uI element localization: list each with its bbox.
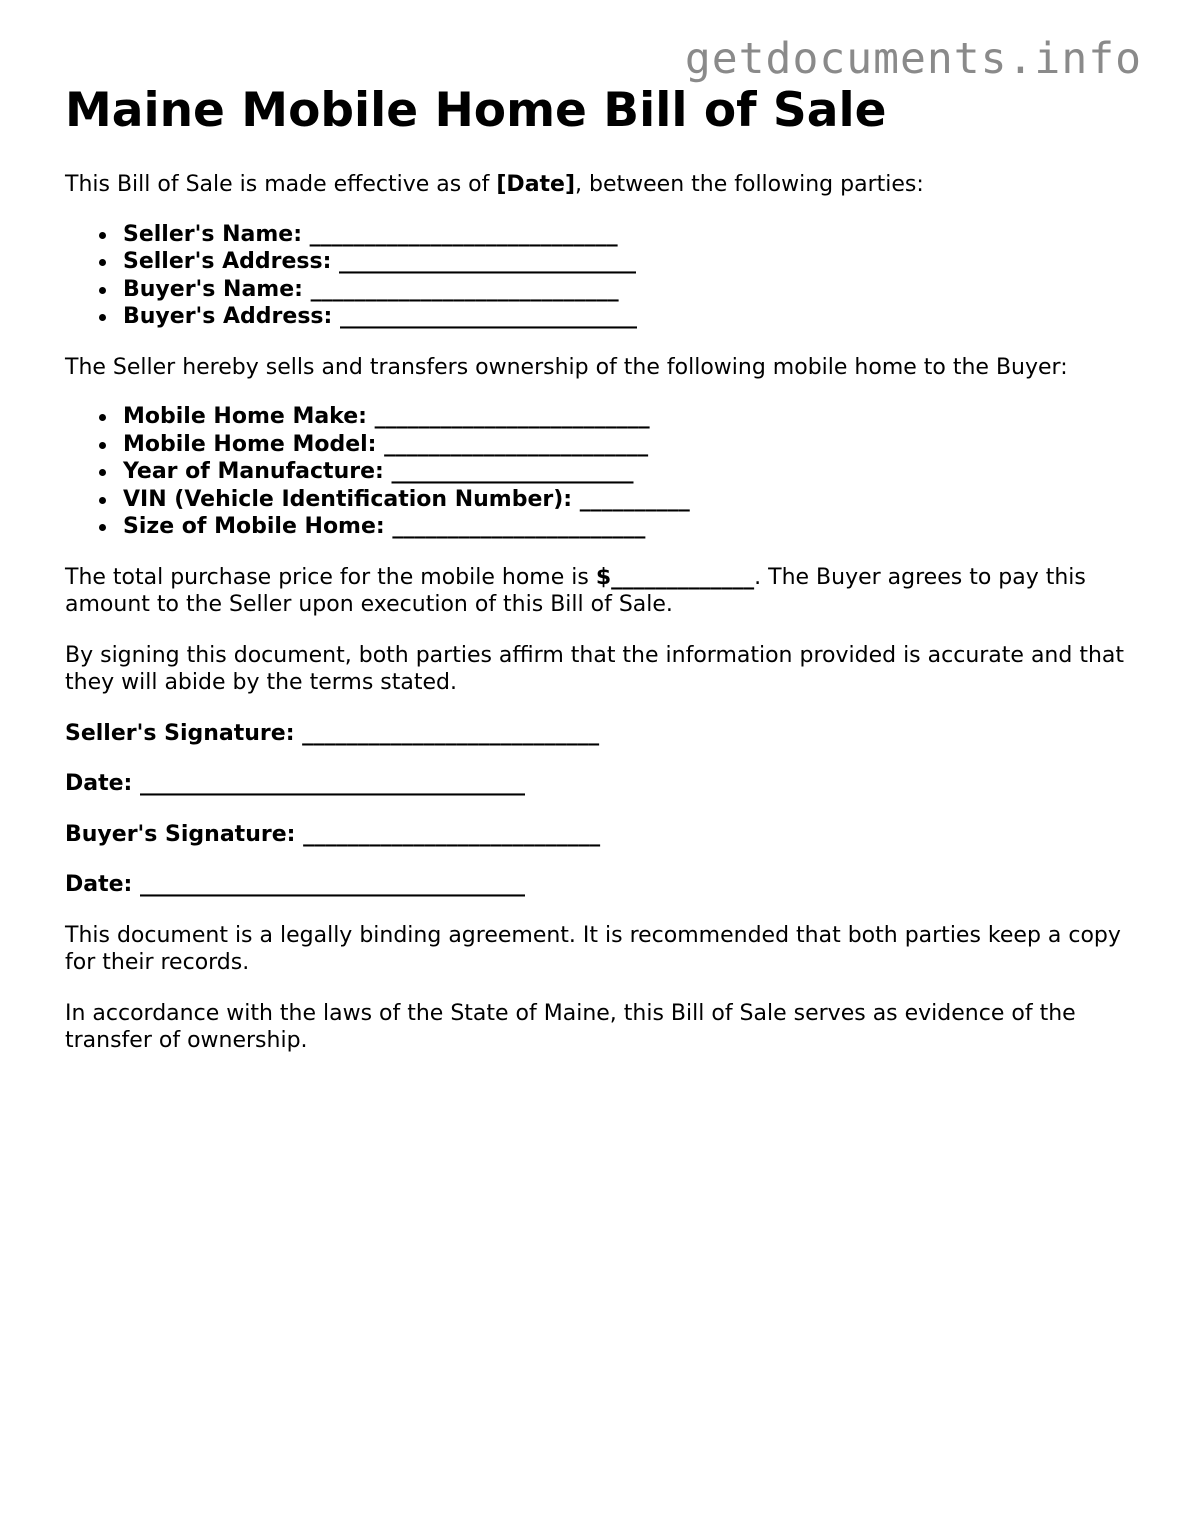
home-make-field: Mobile Home Make: _________________________ (123, 403, 1135, 431)
home-details-list (65, 403, 1135, 541)
vin-field: VIN (Vehicle Identification Number): __________ (123, 486, 1135, 514)
date-placeholder: [Date] (496, 172, 576, 198)
watermark: getdocuments.info (684, 34, 1142, 84)
size-field: Size of Mobile Home: _______________________ (123, 513, 1135, 541)
parties-list (65, 221, 1135, 331)
year-field: Year of Manufacture: ______________________ (123, 458, 1135, 486)
law-paragraph: In accordance with the laws of the State of Maine, this Bill of Sale serves as evidence of the transfer of ownership. (65, 1000, 1076, 1054)
intro-paragraph (65, 171, 1135, 199)
seller-address-field: Seller's Address: ___________________________ (123, 248, 1135, 276)
home-model-field: Mobile Home Model: ________________________ (123, 431, 1135, 459)
affirm-paragraph: By signing this document, both parties affirm that the information provided is accurate and that they will abide by the terms stated. (65, 642, 1124, 696)
page-title: Maine Mobile Home Bill of Sale (65, 83, 887, 138)
document-body (65, 84, 1135, 1055)
transfer-paragraph: The Seller hereby sells and transfers ownership of the following mobile home to the Buyer: (65, 354, 1068, 380)
price-text-after: . The Buyer agrees to pay this amount to the Seller upon execution of this Bill of Sale. (65, 564, 1086, 618)
binding-paragraph: This document is a legally binding agreement. It is recommended that both parties keep a copy for their records. (65, 922, 1121, 976)
price-text-before: The total purchase price for the mobile home is (65, 564, 596, 590)
buyer-address-field: Buyer's Address: ___________________________ (123, 303, 1135, 331)
seller-name-field: Seller's Name: ____________________________ (123, 221, 1135, 249)
intro-text-before: This Bill of Sale is made effective as of (65, 172, 497, 198)
seller-date-line: Date: ___________________________________ (65, 771, 526, 797)
buyer-signature-line: Buyer's Signature: ___________________________ (65, 821, 601, 847)
price-blank: $_____________ (595, 564, 755, 590)
buyer-date-line: Date: ___________________________________ (65, 872, 526, 898)
seller-signature-line: Seller's Signature: ___________________________ (65, 720, 600, 746)
intro-text-after: , between the following parties: (575, 172, 924, 198)
buyer-name-field: Buyer's Name: ____________________________ (123, 276, 1135, 304)
price-paragraph (65, 564, 1135, 619)
